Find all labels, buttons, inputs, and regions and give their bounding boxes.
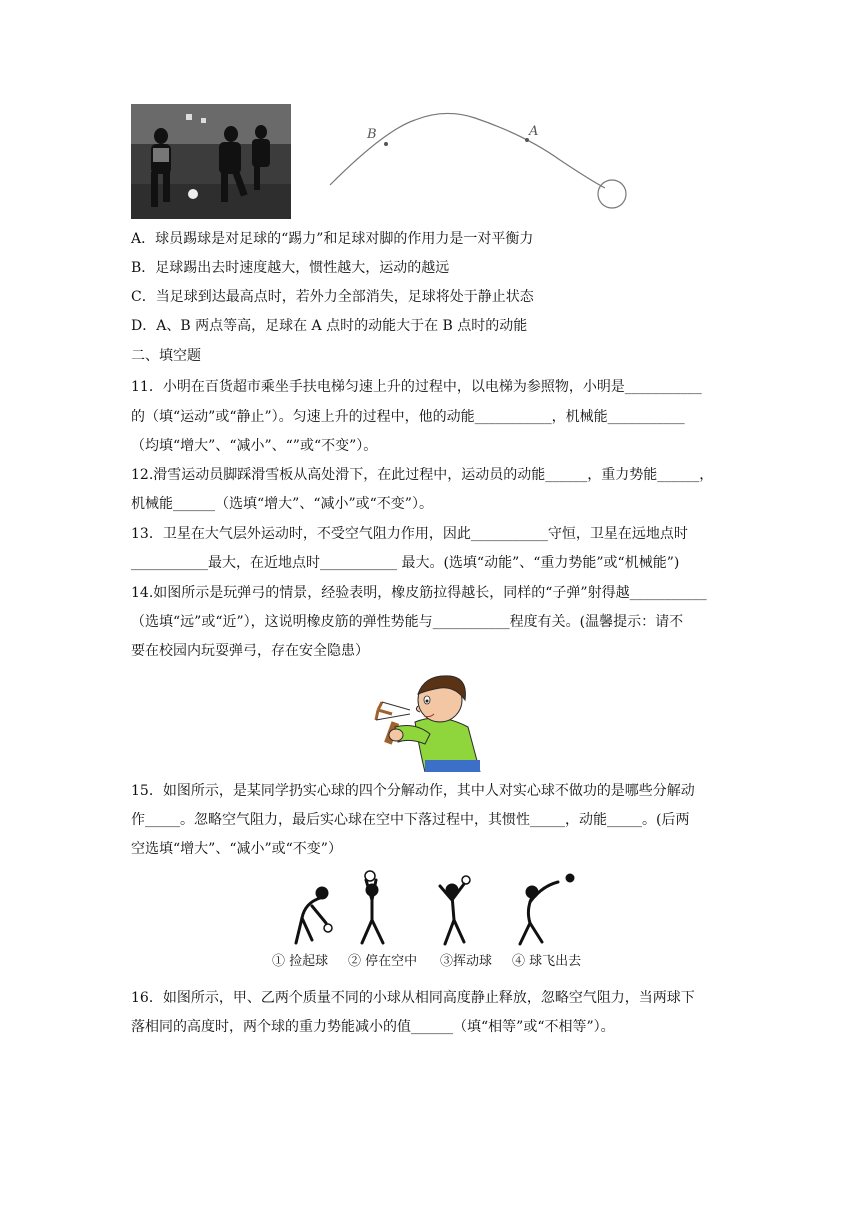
soccer-photo [131,104,291,219]
point-a-label: A [529,124,539,139]
caption-2: ② 停在空中 [348,954,418,969]
caption-4: ④ 球飞出去 [512,954,582,969]
option-a: A．球员踢球是对足球的“踢力”和足球对脚的作用力是一对平衡力 [131,231,534,247]
q14-line3: 要在校园内玩耍弹弓，存在安全隐患） [131,643,369,659]
throw-sequence-figure [280,868,600,950]
caption-1: ① 捡起球 [272,954,329,969]
stick-figure-3 [440,876,470,944]
ball-trajectory-diagram [325,100,635,215]
q16-line1: 16．如图所示，甲、乙两个质量不同的小球从相同高度静止释放，忽略空气阻力，当两球下 [131,990,695,1006]
q12-line1: 12.滑雪运动员脚踩滑雪板从高处滑下，在此过程中，运动员的动能______，重力势能______， [131,467,714,483]
slingshot-boy-illustration [370,672,490,772]
q14-line2: （选填“远”或“近”），这说明橡皮筋的弹性势能与___________程度有关。(温馨提示：请不 [131,614,684,630]
point-b-label: B [367,127,377,142]
option-b: B．足球踢出去时速度越大，惯性越大，运动的越远 [131,260,450,276]
option-d: D．A、B 两点等高，足球在 A 点时的动能大于在 B 点时的动能 [131,318,528,334]
point-b-marker [384,142,388,146]
option-c: C．当足球到达最高点时，若外力全部消失，足球将处于静止状态 [131,289,534,305]
q15-line3: 空选填“增大”、“减小”或“不变”） [131,841,342,857]
q11-line1: 11．小明在百货超市乘坐手扶电梯匀速上升的过程中，以电梯为参照物，小明是___________ [131,379,702,395]
q15-line2: 作_____。忽略空气阻力，最后实心球在空中下落过程中，其惯性_____，动能_____。(后两 [131,812,690,828]
q12-line2: 机械能______（选填“增大”、“减小”或“不变”）。 [131,496,433,512]
ball-icon [598,180,626,208]
q13-line2: ___________最大，在近地点时___________ 最大。(选填“动能”、“重力势能”或“机械能”) [131,555,680,571]
q11-line3: （均填“增大”、“减小”、“”或“不变”）。 [131,438,378,454]
stick-figure-1 [296,888,332,943]
q11-line2: 的（填“运动”或“静止”）。匀速上升的过程中，他的动能___________，机械能___________ [131,409,685,425]
q13-line1: 13．卫星在大气层外运动时，不受空气阻力作用，因此___________守恒，卫星在远地点时 [131,526,688,542]
q16-line2: 落相同的高度时，两个球的重力势能减小的值______（填“相等”或“不相等”）。 [131,1019,615,1035]
section-title: 二、填空题 [131,348,201,364]
caption-3: ③挥动球 [440,954,493,969]
stick-figure-4 [520,875,573,944]
q15-line1: 15．如图所示，是某同学扔实心球的四个分解动作，其中人对实心球不做功的是哪些分解动 [131,783,695,799]
q14-line1: 14.如图所示是玩弹弓的情景，经验表明，橡皮筋拉得越长，同样的“子弹”射得越___________ [131,585,707,601]
stick-figure-2 [362,871,383,943]
